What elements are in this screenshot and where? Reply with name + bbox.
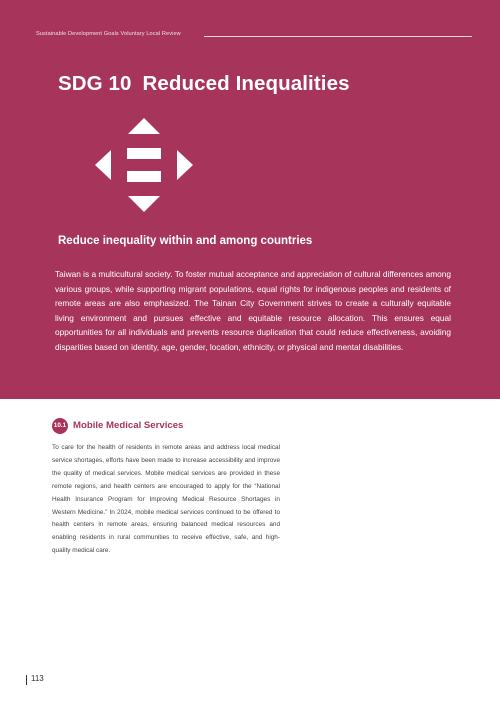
reduced-inequalities-icon xyxy=(94,116,194,214)
goal-name: Reduced Inequalities xyxy=(142,72,350,95)
page-number-bar xyxy=(26,675,27,685)
section-body: To care for the health of residents in remote areas and address local medical service shortages, efforts have been made to increase accessibility and improve the quality of medical services. Mobile medical services are provided in these remote regions, and health centers are encouraged to apply for the “National Health Insurance Program for Improving Medical Resource Shortages in Western Medicine.” In 2024, mobile medical services continued to be offered to health centers in remote areas, ensuring balanced medical resources and enabling residents in rural communities to receive effective, safe, and high-quality medical care. xyxy=(52,444,280,555)
running-header: Sustainable Development Goals Voluntary Local Review xyxy=(36,31,181,37)
goal-introduction: Taiwan is a multicultural society. To foster mutual acceptance and appreciation of cultural differences among various groups, while supporting migrant populations, equal rights for indigenous peoples and residents of remote areas are also emphasized. The Tainan City Government strives to create a culturally equitable living environment and pursues effective and equitable resource allocation. This ensures equal opportunities for all individuals and prevents resource duplication that could reduce effectiveness, avoiding disparities based on identity, age, gender, location, ethnicity, or physical and mental disabilities. xyxy=(55,269,451,352)
header-rule xyxy=(204,36,472,37)
section-title: Mobile Medical Services xyxy=(73,420,184,431)
page-title xyxy=(58,72,350,96)
goal-code: SDG 10 xyxy=(58,72,132,95)
page-number: 113 xyxy=(31,674,44,683)
section-number-badge: 10.1 xyxy=(52,418,68,434)
goal-subtitle: Reduce inequality within and among countries xyxy=(58,235,313,247)
